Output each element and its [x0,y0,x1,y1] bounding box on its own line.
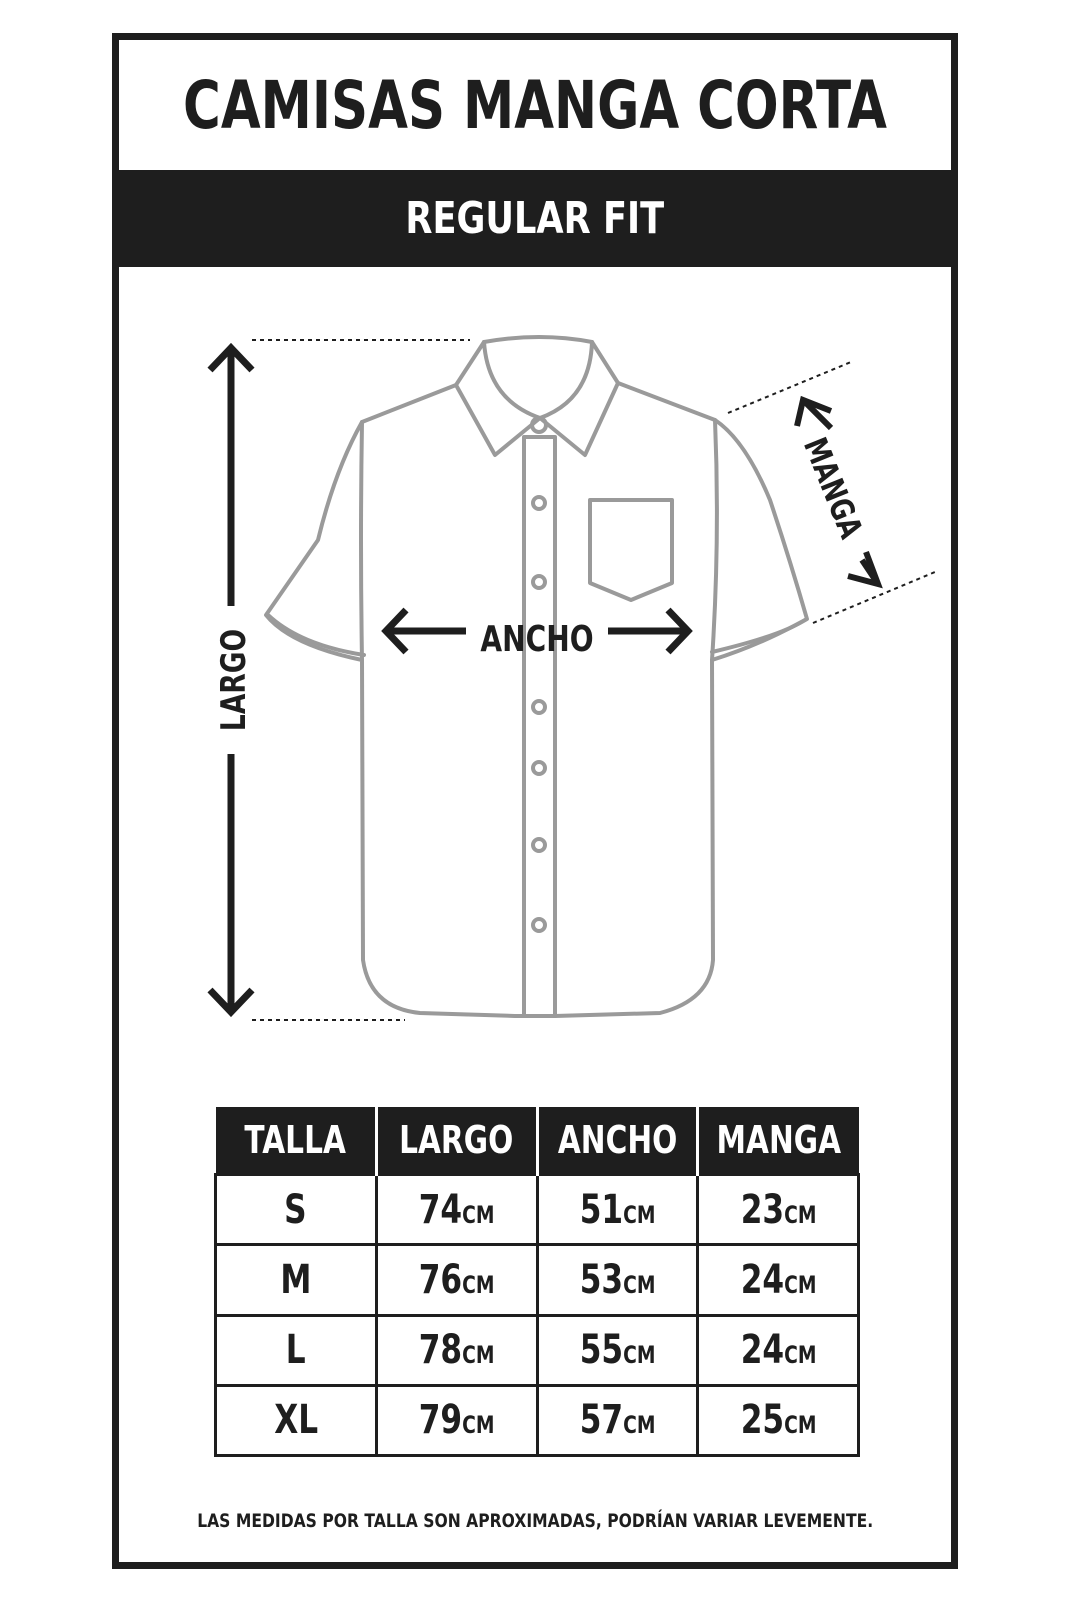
shirt-pocket [590,500,672,600]
table-row [216,1385,859,1455]
manga-top-guide [728,362,851,413]
header-largo: LARGO [376,1107,537,1175]
cell-largo: 78CM [376,1315,537,1385]
chart-title-text: CAMISAS MANGA CORTA [183,66,887,144]
disclaimer-text: LAS MEDIDAS POR TALLA SON APROXIMADAS, PODRÍAN VARIAR LEVEMENTE. [197,1510,873,1532]
cell-talla: XL [216,1385,377,1455]
size-table-header-row [216,1107,859,1175]
shirt-button [533,497,545,509]
shirt-illustration [266,337,807,1016]
cell-largo: 79CM [376,1385,537,1455]
table-row [216,1245,859,1315]
table-row [216,1175,859,1245]
cell-manga: 23CM [698,1175,859,1245]
size-table [214,1107,860,1457]
cell-talla: L [216,1315,377,1385]
shirt-button [533,919,545,931]
ancho-label: ANCHO [480,617,594,660]
shirt-button [533,576,545,588]
cell-largo: 76CM [376,1245,537,1315]
cell-manga: 24CM [698,1245,859,1315]
cell-ancho: 55CM [537,1315,698,1385]
shirt-button [533,839,545,851]
cell-ancho: 57CM [537,1385,698,1455]
shirt-button [533,762,545,774]
cell-talla: S [216,1175,377,1245]
cell-ancho: 51CM [537,1175,698,1245]
header-manga: MANGA [698,1107,859,1175]
cell-talla: M [216,1245,377,1315]
header-ancho: ANCHO [537,1107,698,1175]
largo-label: LARGO [214,628,254,732]
shirt-button [533,701,545,713]
shirt-right-cuff [712,620,805,652]
fit-label: REGULAR FIT [405,193,665,244]
shirt-left-sleeve-seam [361,422,362,660]
cell-manga: 25CM [698,1385,859,1455]
disclaimer-note [119,1510,951,1532]
header-talla: TALLA [216,1107,377,1175]
manga-label: MANGA [796,432,871,544]
cell-largo: 74CM [376,1175,537,1245]
cell-ancho: 53CM [537,1245,698,1315]
shirt-collar-band [484,342,592,418]
shirt-right-sleeve-seam [712,420,717,660]
cell-manga: 24CM [698,1315,859,1385]
table-row [216,1315,859,1385]
